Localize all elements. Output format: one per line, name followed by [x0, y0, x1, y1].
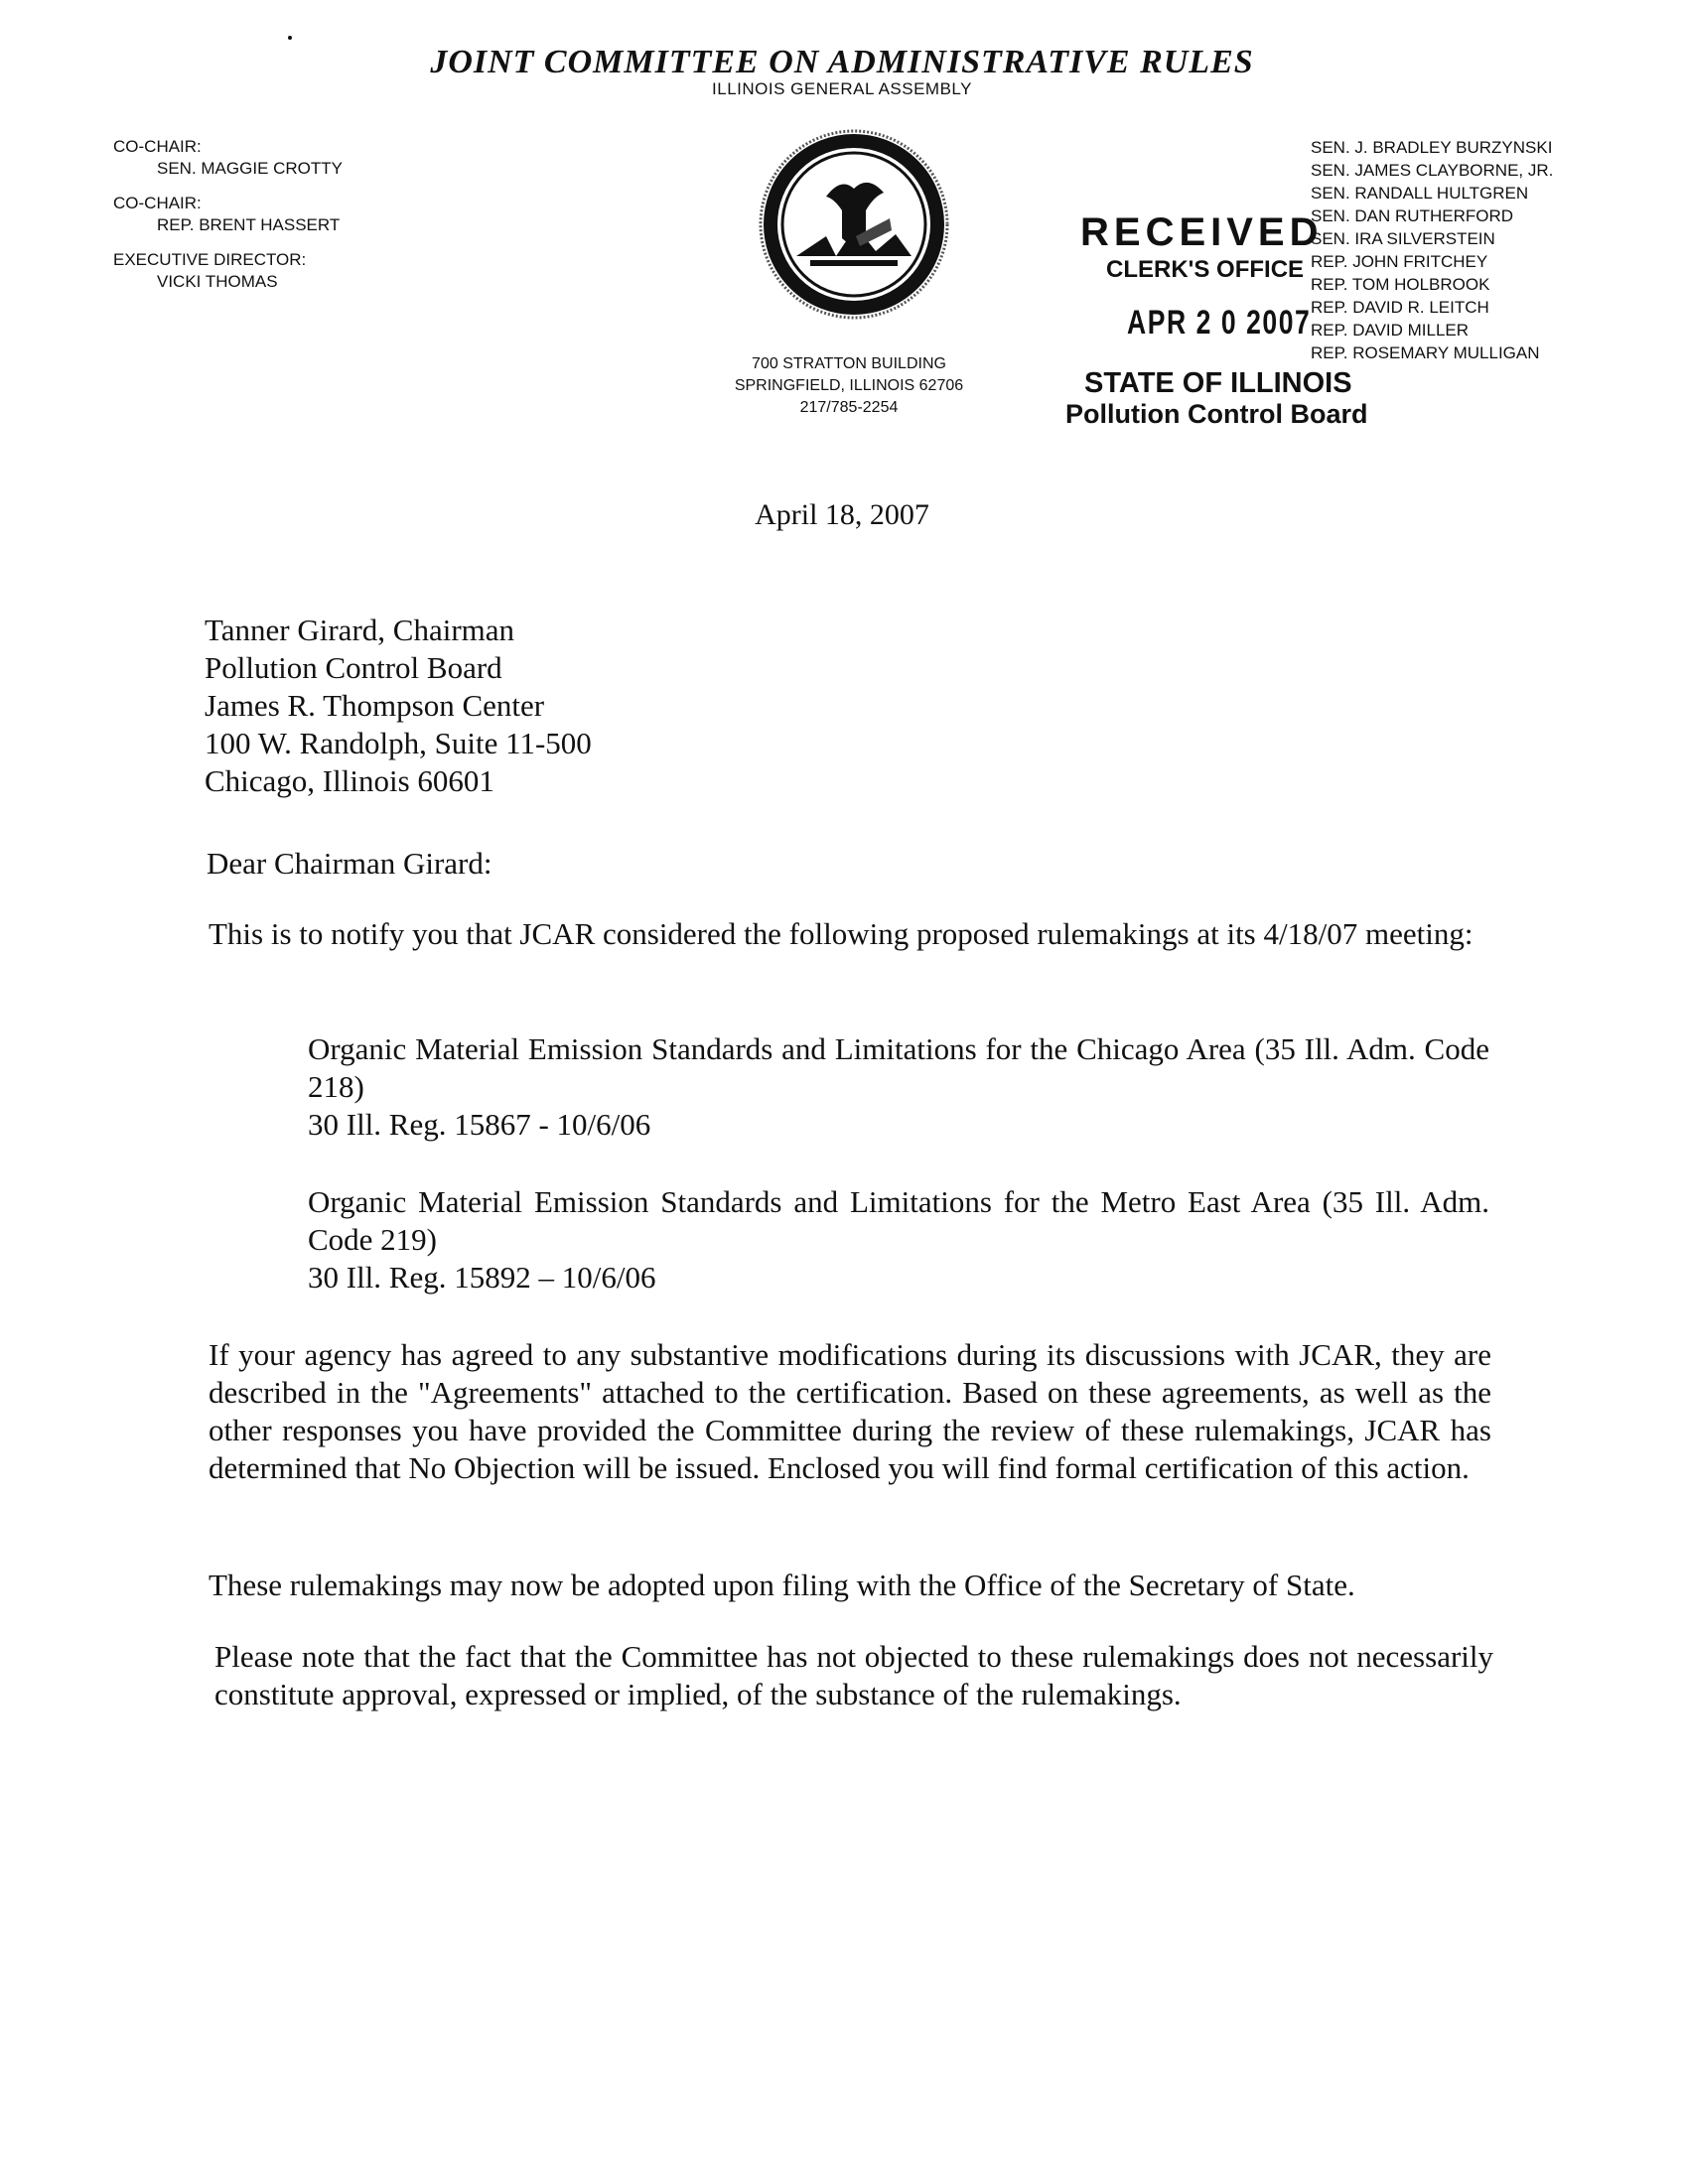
state-seal-icon: [757, 127, 951, 322]
member-name: REP. ROSEMARY MULLIGAN: [1311, 343, 1540, 362]
clerks-office-stamp: CLERK'S OFFICE: [1106, 256, 1305, 283]
committee-title: JOINT COMMITTEE ON ADMINISTRATIVE RULES: [430, 44, 1254, 80]
note-paragraph: Please note that the fact that the Committee has not objected to these rulemakings does not necessarily constitute approval, expressed or implied, of the substance of the rulemakings.: [214, 1639, 1493, 1711]
member-name: REP. DAVID MILLER: [1311, 321, 1470, 340]
recipient-address: [205, 612, 592, 800]
leadership-role: CO-CHAIR:: [113, 194, 202, 212]
leadership-name: SEN. MAGGIE CROTTY: [157, 159, 344, 178]
member-name: REP. JOHN FRITCHEY: [1311, 252, 1488, 271]
rulemaking-reference: 30 Ill. Reg. 15867 - 10/6/06: [308, 1107, 651, 1142]
member-name: REP. DAVID R. LEITCH: [1311, 298, 1489, 317]
leadership-role: CO-CHAIR:: [113, 137, 202, 156]
letter-date: April 18, 2007: [755, 498, 929, 531]
rulemaking-item: [308, 1183, 1489, 1297]
member-name: REP. TOM HOLBROOK: [1311, 275, 1490, 294]
leadership-name: VICKI THOMAS: [157, 272, 278, 291]
recipient-line: Tanner Girard, Chairman: [205, 613, 515, 647]
adoption-paragraph: These rulemakings may now be adopted upon filing with the Office of the Secretary of State.: [209, 1568, 1355, 1602]
salutation: Dear Chairman Girard:: [207, 846, 492, 881]
intro-paragraph: This is to notify you that JCAR considered the following proposed rulemakings at its 4/18/07 meeting:: [209, 916, 1474, 951]
member-name: SEN. J. BRADLEY BURZYNSKI: [1311, 138, 1553, 157]
recipient-line: Chicago, Illinois 60601: [205, 763, 494, 798]
member-name: SEN. IRA SILVERSTEIN: [1311, 229, 1495, 248]
address-phone: 217/785-2254: [799, 399, 899, 416]
member-list: [1311, 136, 1553, 364]
speck-mark: [288, 36, 292, 40]
leadership-entry: [113, 193, 343, 236]
recipient-line: 100 W. Randolph, Suite 11-500: [205, 726, 592, 760]
received-date-stamp: APR 2 0 2007: [1127, 304, 1312, 341]
leadership-role: EXECUTIVE DIRECTOR:: [113, 250, 307, 269]
address-street: 700 STRATTON BUILDING: [752, 355, 946, 372]
address-city: SPRINGFIELD, ILLINOIS 62706: [734, 377, 964, 394]
member-name: SEN. DAN RUTHERFORD: [1311, 206, 1514, 225]
rulemaking-item: [308, 1030, 1489, 1144]
recipient-line: James R. Thompson Center: [205, 688, 545, 723]
rulemaking-reference: 30 Ill. Reg. 15892 – 10/6/06: [308, 1260, 656, 1295]
member-name: SEN. RANDALL HULTGREN: [1311, 184, 1529, 203]
member-name: SEN. JAMES CLAYBORNE, JR.: [1311, 161, 1554, 180]
board-stamp: Pollution Control Board: [1065, 399, 1368, 429]
committee-address: [695, 353, 1003, 419]
leadership-entry: [113, 249, 343, 293]
committee-subtitle: ILLINOIS GENERAL ASSEMBLY: [712, 79, 972, 98]
leadership-entry: [113, 136, 343, 180]
rulemaking-title: Organic Material Emission Standards and Limitations for the Chicago Area (35 Ill. Adm. Code 218): [308, 1031, 1489, 1104]
rulemaking-title: Organic Material Emission Standards and Limitations for the Metro East Area (35 Ill. Adm. Code 219): [308, 1184, 1489, 1257]
leadership-name: REP. BRENT HASSERT: [157, 215, 341, 234]
state-stamp: STATE OF ILLINOIS: [1084, 367, 1352, 399]
leadership-list: [113, 136, 343, 306]
agreements-paragraph: If your agency has agreed to any substantive modifications during its discussions with JCAR, they are described in the "Agreements" attached to the certification. Based on these agreements, as well as the other responses you have provided the Committee during the review of these rulemakings, JCAR has determined that No Objection will be issued. Enclosed you will find formal certification of this action.: [209, 1337, 1491, 1485]
recipient-line: Pollution Control Board: [205, 650, 502, 685]
received-stamp: RECEIVED: [1080, 210, 1324, 254]
